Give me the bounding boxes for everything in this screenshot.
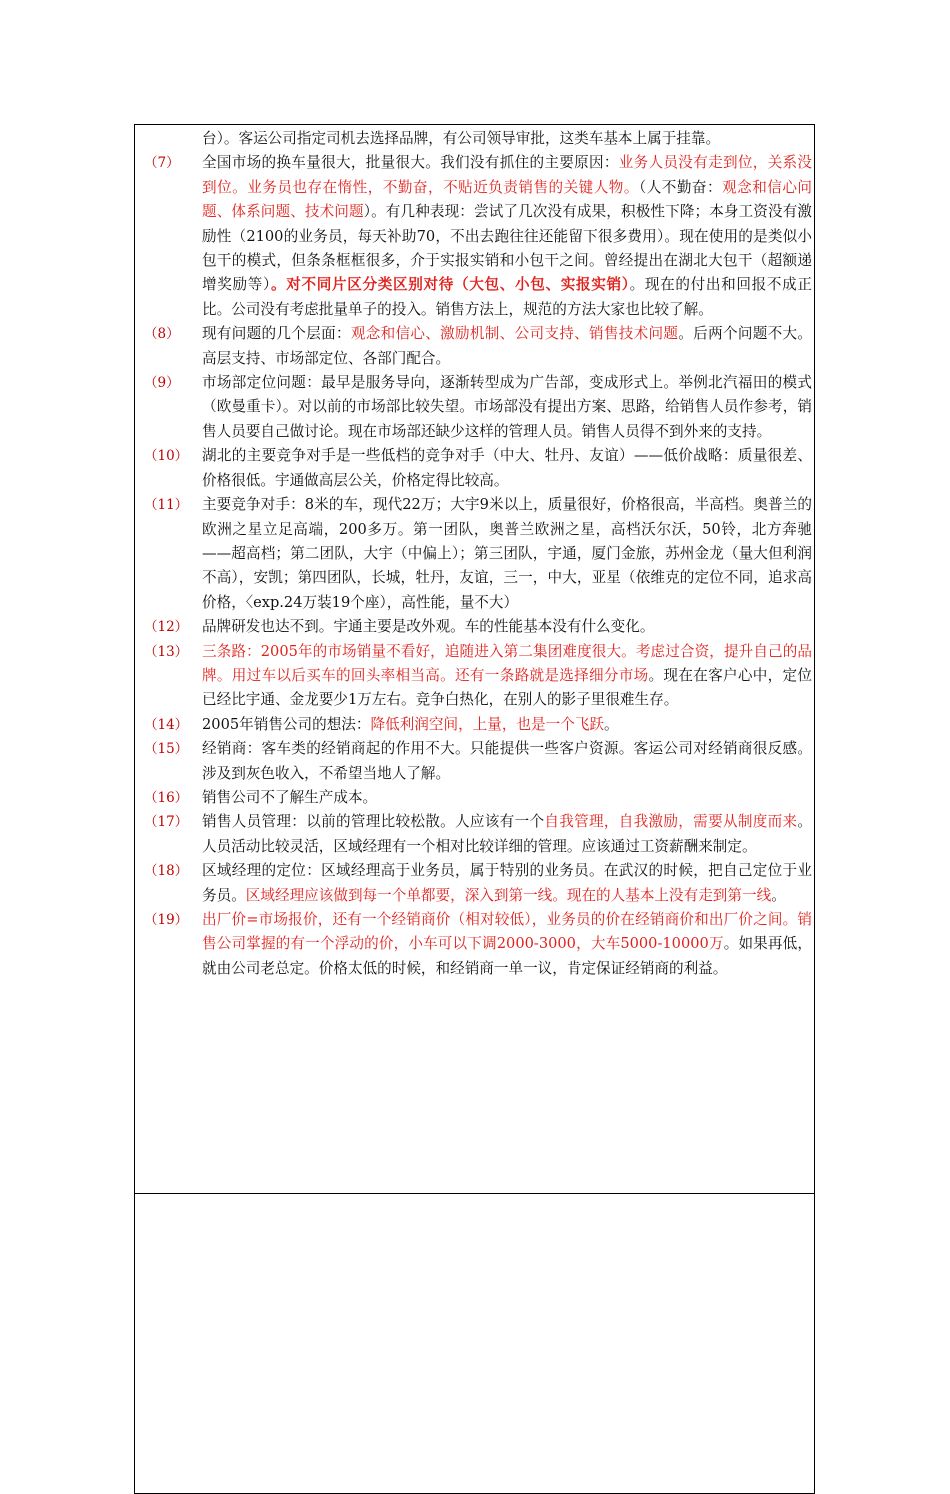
list-item bbox=[144, 908, 812, 981]
body-text: 全国市场的换车量很大，批量很大。我们没有抓住的主要原因： bbox=[202, 154, 619, 172]
highlighted-text: 三条路：2005年的市场销量不看好，追随进入第二集团难度很大。考虑过合资，提升自己的品牌。用过车以后买车的回头率相当高。还有一条路就是选择细分市场 bbox=[202, 642, 812, 684]
list-item bbox=[144, 493, 812, 615]
highlighted-text: 观念和信心、激励机制、公司支持、销售技术问题 bbox=[350, 325, 679, 343]
list-item bbox=[144, 810, 812, 859]
body-text: 。如果再低，就由公司老总定。价格太低的时候，和经销商一单一议，肯定保证经销商的利益。 bbox=[202, 935, 812, 977]
list-item bbox=[144, 640, 812, 713]
item-number: （12） bbox=[144, 619, 189, 636]
item-text bbox=[202, 615, 812, 639]
list-item bbox=[144, 615, 812, 639]
highlighted-text: 观念和信心问题、体系问题、技术问题 bbox=[202, 178, 812, 221]
body-text: （人不勤奋： bbox=[638, 178, 723, 196]
body-text: 湖北的主要竞争对手是一些低档的竞争对手（中大、牡丹、友谊）——低价战略：质量很差、价格很低。宇通做高层公关，价格定得比较高。 bbox=[202, 447, 812, 489]
body-text: 。人员活动比较灵活，区域经理有一个相对比较详细的管理。应该通过工资薪酬来制定。 bbox=[202, 813, 812, 855]
body-text: 。后两个问题不大。高层支持、市场部定位、各部门配合。 bbox=[202, 325, 812, 367]
highlighted-text: 出厂价=市场报价，还有一个经销商价（相对较低），业务员的价在经销商价和出厂价之间。销售公司掌握的有一个浮动的价，小车可以下调2000-3000，大车5000-10000万 bbox=[202, 911, 812, 953]
lead-text bbox=[144, 127, 812, 151]
body-text: 销售公司不了解生产成本。 bbox=[202, 788, 378, 806]
item-number: （13） bbox=[144, 643, 189, 660]
list-item bbox=[144, 322, 812, 371]
item-text bbox=[202, 737, 812, 786]
document-body bbox=[144, 127, 812, 981]
item-text bbox=[202, 493, 812, 615]
item-text bbox=[202, 444, 812, 493]
item-text bbox=[202, 371, 812, 444]
highlighted-text: 区域经理应该做到每一个单都要，深入到第一线。现在的人基本上没有走到第一线 bbox=[245, 886, 772, 904]
list-item bbox=[144, 371, 812, 444]
item-number: （16） bbox=[144, 789, 189, 806]
item-number: （7） bbox=[144, 155, 180, 172]
item-number: （14） bbox=[144, 716, 189, 733]
body-text: 现有问题的几个层面： bbox=[202, 325, 351, 343]
numbered-list bbox=[144, 151, 812, 981]
list-item bbox=[144, 151, 812, 322]
body-text: 。 bbox=[771, 886, 786, 904]
item-number: （19） bbox=[144, 912, 189, 928]
body-text: ）。有几种表现：尝试了几次没有成果，积极性下降；本身工资没有激励性（2100的业务员，每天补助70，不出去跑往往还能留下很多费用）。现在使用的是类似小包干的模式，但条条框框很多，介于实报实销和小包干之间。曾经提出在湖北大包干（超额递增奖励等） bbox=[202, 203, 812, 294]
item-number: （15） bbox=[144, 741, 189, 758]
highlighted-text: 自我管理，自我激励，需要从制度而来 bbox=[544, 813, 798, 831]
item-text bbox=[202, 786, 812, 810]
item-text bbox=[202, 640, 812, 713]
item-text bbox=[202, 859, 812, 908]
body-text: 2005年销售公司的想法： bbox=[202, 715, 371, 733]
lead-paragraph bbox=[144, 127, 812, 151]
body-text: 。 bbox=[604, 715, 619, 733]
list-item bbox=[144, 786, 812, 810]
body-text: 经销商：客车类的经销商起的作用不大。只能提供一些客户资源。客运公司对经销商很反感。涉及到灰色收入，不希望当地人了解。 bbox=[202, 740, 812, 782]
list-item bbox=[144, 713, 812, 737]
item-text bbox=[202, 151, 812, 322]
item-text bbox=[202, 810, 812, 859]
body-text: 主要竞争对手：8米的车，现代22万；大宇9米以上，质量很好，价格很高，半高档。奥普兰的欧洲之星立足高端，200多万。第一团队，奥普兰欧洲之星，高档沃尔沃，50铃，北方奔驰——超高档；第二团队，大宇（中偏上）；第三团队，宇通，厦门金旅，苏州金龙（量大但利润不高），安凯；第四团队，长城，牡丹，友谊，三一，中大，亚星（依维克的定位不同，追求高价格，〈exp.24万装19个座），高性能，量不大） bbox=[202, 496, 812, 611]
body-text: 。现在的付出和回报不成正比。公司没有考虑批量单子的投入。销售方法上，规范的方法大家也比较了解。 bbox=[202, 276, 812, 318]
body-text: 。现在在客户心中，定位已经比宇通、金龙要少1万左右。竞争白热化，在别人的影子里很难生存。 bbox=[202, 666, 812, 709]
list-item bbox=[144, 444, 812, 493]
body-text: 销售人员管理：以前的管理比较松散。人应该有一个 bbox=[202, 813, 545, 831]
item-number: （11） bbox=[144, 497, 189, 514]
body-text: 区域经理的定位：区域经理高于业务员，属于特别的业务员。在武汉的时候，把自己定位于业务员。 bbox=[202, 862, 812, 904]
list-item bbox=[144, 859, 812, 908]
list-item bbox=[144, 737, 812, 786]
highlighted-text: 业务人员没有走到位，关系没到位。业务员也存在惰性，不勤奋，不贴近负责销售的关键人物。 bbox=[202, 154, 812, 196]
frame-bottom-border bbox=[134, 1193, 815, 1194]
body-text: 市场部定位问题：最早是服务导向，逐渐转型成为广告部，变成形式上。举例北汽福田的模式（欧曼重卡）。对以前的市场部比较失望。市场部没有提出方案、思路，给销售人员作参考，销售人员要自己做讨论。现在市场部还缺少这样的管理人员。销售人员得不到外来的支持。 bbox=[202, 374, 812, 440]
item-number: （8） bbox=[144, 326, 180, 343]
lead-segment: 台）。客运公司指定司机去选择品牌，有公司领导审批，这类车基本上属于挂靠。 bbox=[202, 130, 721, 147]
highlighted-text: 降低利润空间，上量，也是一个飞跃 bbox=[370, 715, 605, 733]
body-text: 品牌研发也达不到。宇通主要是改外观。车的性能基本没有什么变化。 bbox=[202, 618, 655, 636]
highlighted-text: 。对不同片区分类区别对待（大包、小包、实报实销） bbox=[270, 276, 630, 294]
item-text bbox=[202, 322, 812, 371]
item-number: （17） bbox=[144, 814, 189, 831]
item-text bbox=[202, 908, 812, 981]
item-text bbox=[202, 713, 812, 737]
item-number: （18） bbox=[144, 863, 189, 880]
item-number: （10） bbox=[144, 448, 189, 465]
item-number: （9） bbox=[144, 375, 180, 392]
